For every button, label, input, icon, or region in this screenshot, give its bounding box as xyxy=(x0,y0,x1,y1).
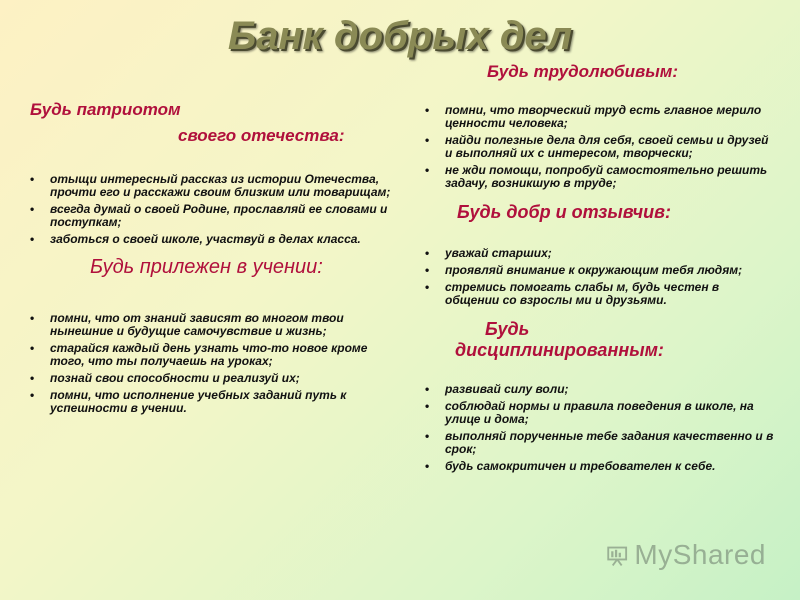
myshared-watermark xyxy=(606,538,766,572)
discipline-heading-line1: Будь xyxy=(485,319,530,339)
list-item: • познай свои способности и реализуй их; xyxy=(30,372,400,385)
list-item: • помни, что творческий труд есть главное мерило ценности человека; xyxy=(425,104,775,130)
list-item: • помни, что исполнение учебных заданий путь к успешности в учении. xyxy=(30,389,400,415)
list-item: • проявляй внимание к окружающим тебя людям; xyxy=(425,264,775,277)
list-item: • уважай старших; xyxy=(425,247,775,260)
list-item: • всегда думай о своей Родине, прославляй ее словами и поступкам; xyxy=(30,203,400,229)
list-item: • отыщи интересный рассказ из истории Отечества, прочти его и расскажи своим близким или товарищам; xyxy=(30,173,400,199)
list-item: • будь самокритичен и требователен к себе. xyxy=(425,460,775,473)
right-column xyxy=(425,62,775,477)
work-list xyxy=(425,104,775,190)
list-item: • соблюдай нормы и правила поведения в школе, на улице и дома; xyxy=(425,400,775,426)
list-item: • стремись помогать слабы м, будь честен в общении со взрослы ми и друзьями. xyxy=(425,281,775,307)
watermark-text: MyShared xyxy=(634,539,766,570)
list-item: • найди полезные дела для себя, своей семьи и друзей и выполняй их с интересом, творчески; xyxy=(425,134,775,160)
presentation-board-icon xyxy=(606,540,628,570)
list-item: • не жди помощи, попробуй самостоятельно решить задачу, возникшую в труде; xyxy=(425,164,775,190)
work-heading: Будь трудолюбивым: xyxy=(487,62,678,81)
kind-list xyxy=(425,247,775,307)
list-item: • помни, что от знаний зависят во многом твои нынешние и будущие самочувствие и жизнь; xyxy=(30,312,400,338)
kind-heading: Будь добр и отзывчив: xyxy=(457,202,672,222)
left-column xyxy=(30,100,400,419)
list-item: • старайся каждый день узнать что-то новое кроме того, что ты получаешь на уроках; xyxy=(30,342,400,368)
list-item: • развивай силу воли; xyxy=(425,383,775,396)
patriot-list xyxy=(30,173,400,246)
list-item: • выполняй порученные тебе задания качественно и в срок; xyxy=(425,430,775,456)
discipline-heading-line2: дисциплинированным: xyxy=(455,340,664,360)
page-title: Банк добрых дел xyxy=(227,14,573,58)
patriot-heading-line1: Будь патриотом xyxy=(30,100,181,119)
diligent-heading: Будь прилежен в учении: xyxy=(90,256,323,278)
list-item: • заботься о своей школе, участвуй в делах класса. xyxy=(30,233,400,246)
diligent-list xyxy=(30,312,400,415)
discipline-list xyxy=(425,383,775,473)
patriot-heading-line2: своего отечества: xyxy=(178,126,345,145)
